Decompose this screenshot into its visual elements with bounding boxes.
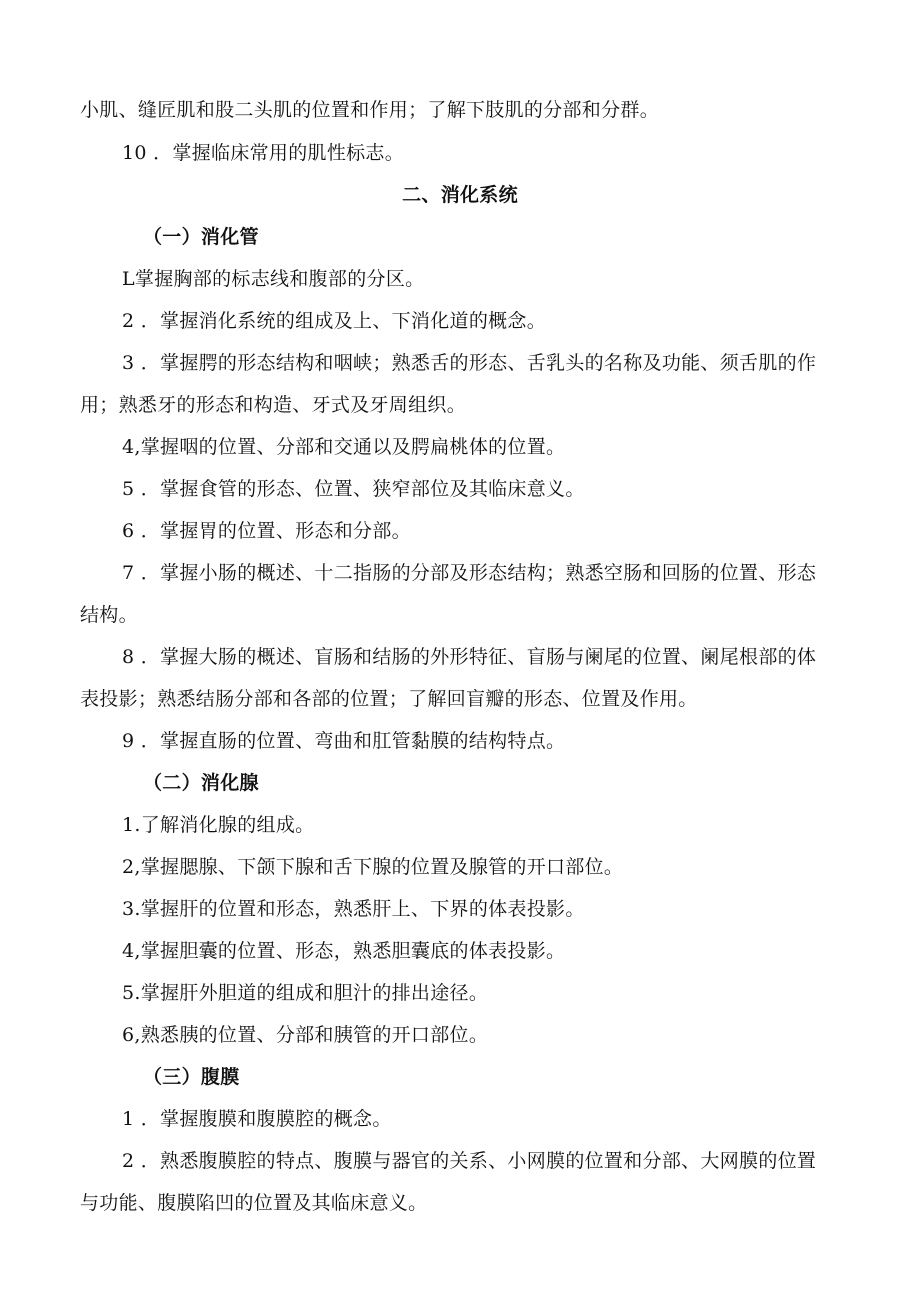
list-item-4: 4,掌握咽的位置、分部和交通以及腭扁桃体的位置。: [122, 436, 566, 458]
subsection-heading: （三）腹膜: [143, 1066, 240, 1088]
paragraph-continuation: 小肌、缝匠肌和股二头肌的位置和作用；了解下肢肌的分部和分群。: [80, 99, 660, 121]
list-item-1: 1 ．掌握腹膜和腹膜腔的概念。: [122, 1108, 392, 1130]
list-item-3: 3 ．掌握腭的形态结构和咽峡；熟悉舌的形态、舌乳头的名称及功能、须舌肌的作: [122, 352, 817, 374]
list-item-1: L掌握胸部的标志线和腹部的分区。: [122, 268, 425, 290]
list-item-2: 2 ．掌握消化系统的组成及上、下消化道的概念。: [122, 310, 547, 332]
list-item-1: 1.了解消化腺的组成。: [122, 814, 315, 836]
list-item-10: 10 ．掌握临床常用的肌性标志。: [122, 142, 405, 164]
paragraph-continuation: 表投影；熟悉结肠分部和各部的位置；了解回盲瓣的形态、位置及作用。: [80, 688, 698, 710]
list-item-9: 9 ．掌握直肠的位置、弯曲和肛管黏膜的结构特点。: [122, 730, 566, 752]
list-item-8: 8 ．掌握大肠的概述、盲肠和结肠的外形特征、盲肠与阑尾的位置、阑尾根部的体: [122, 646, 817, 668]
section-heading: 二、消化系统: [402, 184, 518, 206]
list-item-5: 5 ．掌握食管的形态、位置、狭窄部位及其临床意义。: [122, 478, 585, 500]
subsection-heading: （一）消化管: [143, 226, 259, 248]
paragraph-continuation: 结构。: [80, 604, 138, 626]
list-item-6: 6,熟悉胰的位置、分部和胰管的开口部位。: [122, 1024, 489, 1046]
paragraph-continuation: 与功能、腹膜陷凹的位置及其临床意义。: [80, 1192, 428, 1214]
list-item-3: 3.掌握肝的位置和形态，熟悉肝上、下界的体表投影。: [122, 898, 585, 920]
list-item-6: 6 ．掌握胃的位置、形态和分部。: [122, 520, 411, 542]
list-item-4: 4,掌握胆囊的位置、形态，熟悉胆囊底的体表投影。: [122, 940, 566, 962]
list-item-2: 2 ．熟悉腹膜腔的特点、腹膜与器官的关系、小网膜的位置和分部、大网膜的位置: [122, 1150, 817, 1172]
subsection-heading: （二）消化腺: [143, 772, 259, 794]
list-item-7: 7 ．掌握小肠的概述、十二指肠的分部及形态结构；熟悉空肠和回肠的位置、形态: [122, 562, 817, 584]
paragraph-continuation: 用；熟悉牙的形态和构造、牙式及牙周组织。: [80, 394, 467, 416]
list-item-2: 2,掌握腮腺、下颌下腺和舌下腺的位置及腺管的开口部位。: [122, 856, 624, 878]
list-item-5: 5.掌握肝外胆道的组成和胆汁的排出途径。: [122, 982, 489, 1004]
